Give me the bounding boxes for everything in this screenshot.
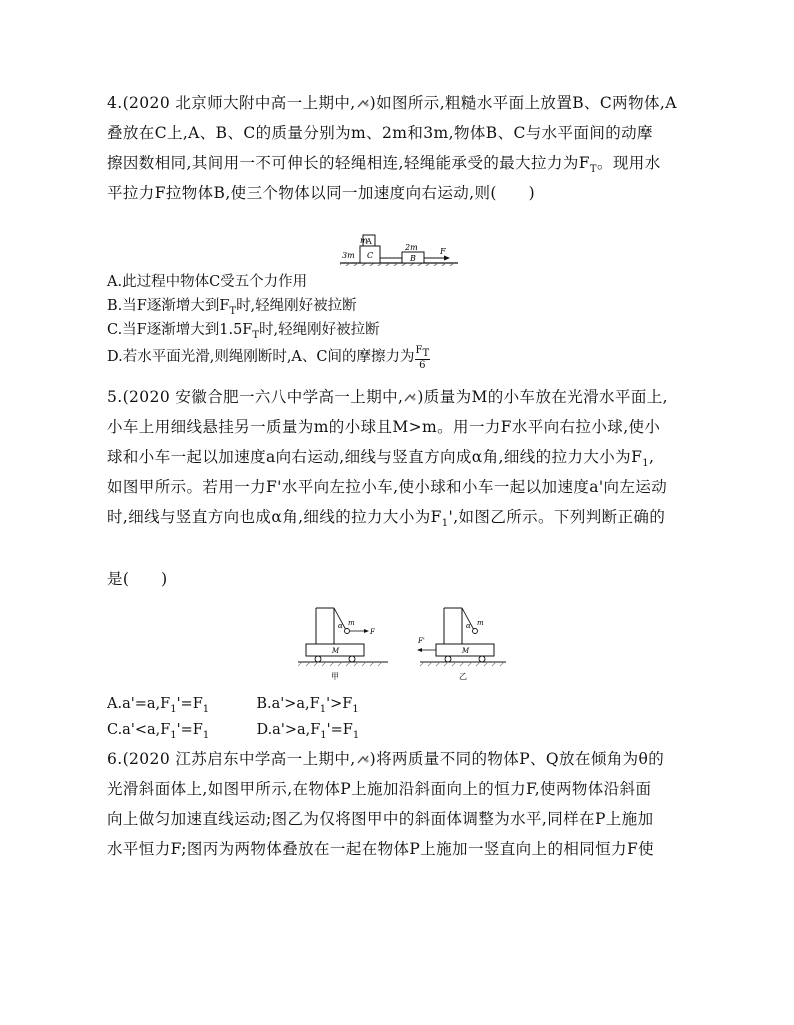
q4-line-4: 平拉力F拉物体B,使三个物体以同一加速度向右运动,则( )	[107, 184, 536, 202]
q4-line-3: 擦因数相同,其间用一不可伸长的轻绳相连,轻绳能承受的最大拉力为$F_T$。现用水	[107, 154, 661, 176]
svg-text:C: C	[367, 251, 374, 260]
q6-line-3: 向上做匀加速直线运动;图乙为仅将图甲中的斜面体调整为水平,同样在P上施加	[107, 810, 654, 828]
q6-line-1: 6.(2020 江苏启东中学高一上期中, )将两质量不同的物体P、Q放在倾角为θ的	[107, 750, 665, 768]
svg-text:B: B	[410, 254, 416, 263]
friction-fraction: $\frac{F_T}{6}$	[415, 345, 430, 371]
difficulty-star-icon	[356, 749, 370, 759]
q5-option-c: $C.a'<a,F_1'=F_1$	[107, 722, 210, 741]
q5-line-3: 球和小车一起以加速度a向右运动,细线与竖直方向成α角,细线的拉力大小为$F_1$,	[107, 448, 655, 470]
q4-option-b: B.当F逐渐增大到$F_T$时,轻绳刚好被拉断	[107, 298, 357, 317]
force-arrow-icon	[417, 648, 422, 652]
q5-option-b: $B.a'>a,F_1'>F_1$	[256, 696, 359, 715]
svg-text:F: F	[440, 247, 446, 256]
q4-blocks-figure	[340, 230, 460, 266]
ball	[345, 629, 350, 634]
q5-figure-b	[414, 600, 510, 682]
force-arrow-icon	[444, 256, 450, 261]
svg-text:m: m	[348, 619, 355, 627]
q5-options-row-2	[107, 720, 359, 746]
force-arrow-icon	[364, 629, 369, 633]
difficulty-star-icon	[403, 387, 417, 397]
q5-options-row-1	[107, 694, 359, 720]
svg-text:m: m	[477, 619, 484, 627]
svg-text:α: α	[338, 622, 343, 630]
q4-line-2: 叠放在C上,A、B、C的质量分别为m、2m和3m,物体B、C与水平面间的动摩	[107, 124, 653, 142]
q5-option-d: $D.a'>a,F_1'=F_1$	[256, 722, 360, 741]
svg-text:2m: 2m	[405, 243, 418, 252]
q6-line-4: 水平恒力F;图丙为两物体叠放在一起在物体P上施加一竖直向上的相同恒力F使	[107, 840, 655, 858]
difficulty-star-icon	[356, 93, 370, 103]
q4-line-1: 4.(2020 北京师大附中高一上期中, )如图所示,粗糙水平面上放置B、C两物体,A	[107, 94, 677, 112]
q4-option-c: C.当F逐渐增大到$1.5F_T$时,轻绳刚好被拉断	[107, 322, 380, 341]
q5-line-2: 小车上用细线悬挂另一质量为m的小球且M>m。用一力F水平向右拉小球,使小	[107, 418, 661, 436]
svg-text:m: m	[360, 236, 368, 245]
q4-option-a: A.此过程中物体C受五个力作用	[107, 274, 308, 290]
q5-line-6: 是( )	[107, 570, 168, 588]
q4-option-d: D.若水平面光滑,则绳刚断时,A、C间的摩擦力为 $\frac{F_T}{6}$	[107, 345, 430, 371]
svg-text:乙: 乙	[459, 672, 467, 681]
svg-text:α: α	[466, 622, 471, 630]
svg-text:F': F'	[418, 637, 425, 645]
svg-text:M: M	[462, 647, 470, 655]
svg-text:甲: 甲	[331, 672, 339, 681]
q6-line-2: 光滑斜面体上,如图甲所示,在物体P上施加沿斜面向上的恒力F,使两物体沿斜面	[107, 780, 652, 798]
q5-option-a: $A.a'=a,F_1'=F_1$	[107, 696, 210, 715]
q5-figure-a	[298, 600, 394, 682]
q5-line-1: 5.(2020 安徽合肥一六八中学高一上期中, )质量为M的小车放在光滑水平面上,	[107, 388, 668, 406]
q5-line-4: 如图甲所示。若用一力F'水平向左拉小车,使小球和小车一起以加速度a'向左运动	[107, 478, 668, 496]
svg-text:M: M	[332, 647, 340, 655]
q5-line-5: 时,细线与竖直方向也成α角,细线的拉力大小为$F_1'$,如图乙所示。下列判断正确的	[107, 508, 666, 530]
svg-text:A: A	[366, 237, 372, 246]
ball	[473, 629, 478, 634]
svg-text:3m: 3m	[342, 251, 355, 260]
svg-text:F: F	[370, 628, 375, 636]
